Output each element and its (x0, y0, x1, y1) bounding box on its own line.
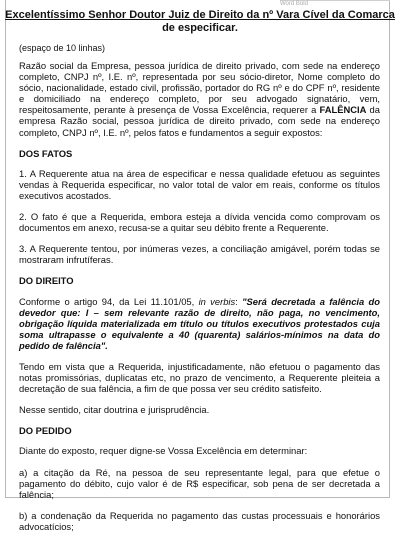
direito-paragraph-2: Tendo em vista que a Requerida, injustificadamente, não efetuou o pagamento das notas promissórias, duplicatas etc, no prazo de vencimento, a Requerente pleiteia a decretação de sua falência, a fim de que possa ver seu crédito satisfeito. (19, 360, 380, 395)
title-line-2: de especificar. (162, 22, 238, 34)
section-do-direito: DO DIREITO (19, 275, 74, 287)
falencia-label: FALÊNCIA (319, 104, 367, 116)
space-note: (espaço de 10 linhas) (19, 43, 106, 53)
in-verbis-label: in verbis (198, 295, 236, 307)
law-quote: "Será decretada a falência do devedor que: I – sem relevante razão de direito, não paga, no vencimento, obrigação líquida materializada em título ou títulos executivos protestados cuja soma ultrapasse o equivalente a 40 (quarenta) salários-mínimos na data do pedido de falência". (19, 295, 380, 351)
title-line-1: Excelentíssimo Senhor Doutor Juiz de Direito da nº Vara Cível da Comarca (5, 9, 395, 21)
pedido-item-a: a) a citação da Ré, na pessoa de seu representante legal, para que efetue o pagamento do débito, cujo valor é de R$ especificar, sob pena de ser decretada a falência; (19, 466, 380, 500)
direito-paragraph-3: Nesse sentido, citar doutrina e jurisprudência. (19, 404, 210, 416)
intro-text-part1: Razão social da Empresa, pessoa jurídica de direito privado, com sede na endereço completo, CNPJ nº, I.E. nº, representada por seu sócio-diretor, Nome completo do sócio, nacionalidade, estado civil, profissão, portador do RG nº e do CPF nº, residente e domiciliado na endereço completo, por seu advogado signatário, vem, respeitosamente, perante à presença de Vossa Excelência, requerer a (19, 60, 380, 116)
intro-paragraph (19, 60, 380, 138)
fatos-paragraph-1: 1. A Requerente atua na área de especificar e nessa qualidade efetuou as seguintes vendas à Requerida especificar, no valor total de valor em reais, conforme os títulos executivos acostados. (19, 167, 380, 201)
section-do-pedido: DO PEDIDO (19, 425, 72, 437)
fatos-paragraph-3: 3. A Requerente tentou, por inúmeras vezes, a conciliação amigável, porém todas se mostraram infrutíferas. (19, 243, 380, 266)
fatos-paragraph-2: 2. O fato é que a Requerida, embora esteja a dívida vencida como comprovam os documentos em anexo, recusa-se a quitar seu débito frente a Requerente. (19, 211, 380, 234)
direito-colon: : (235, 295, 243, 307)
section-dos-fatos: DOS FATOS (19, 147, 73, 159)
pedido-item-b: b) a condenação da Requerida no pagamento das custas processuais e honorários advocatícios; (19, 509, 380, 532)
top-toolbar-fragment: Word Bold (280, 0, 390, 7)
document-title (0, 9, 400, 35)
pedido-intro: Diante do exposto, requer digne-se Vossa Excelência em determinar: (19, 445, 308, 457)
direito-paragraph-1 (19, 296, 380, 351)
document-body (19, 60, 380, 540)
intro-text-part2: da empresa Razão social, pessoa jurídica de direito privado, com sede na endereço completo, CNPJ nº, I.E. nº, pelos fatos e fundamentos a seguir expostos: (19, 104, 380, 138)
direito-prefix: Conforme o artigo 94, da Lei 11.101/05, (19, 295, 199, 307)
